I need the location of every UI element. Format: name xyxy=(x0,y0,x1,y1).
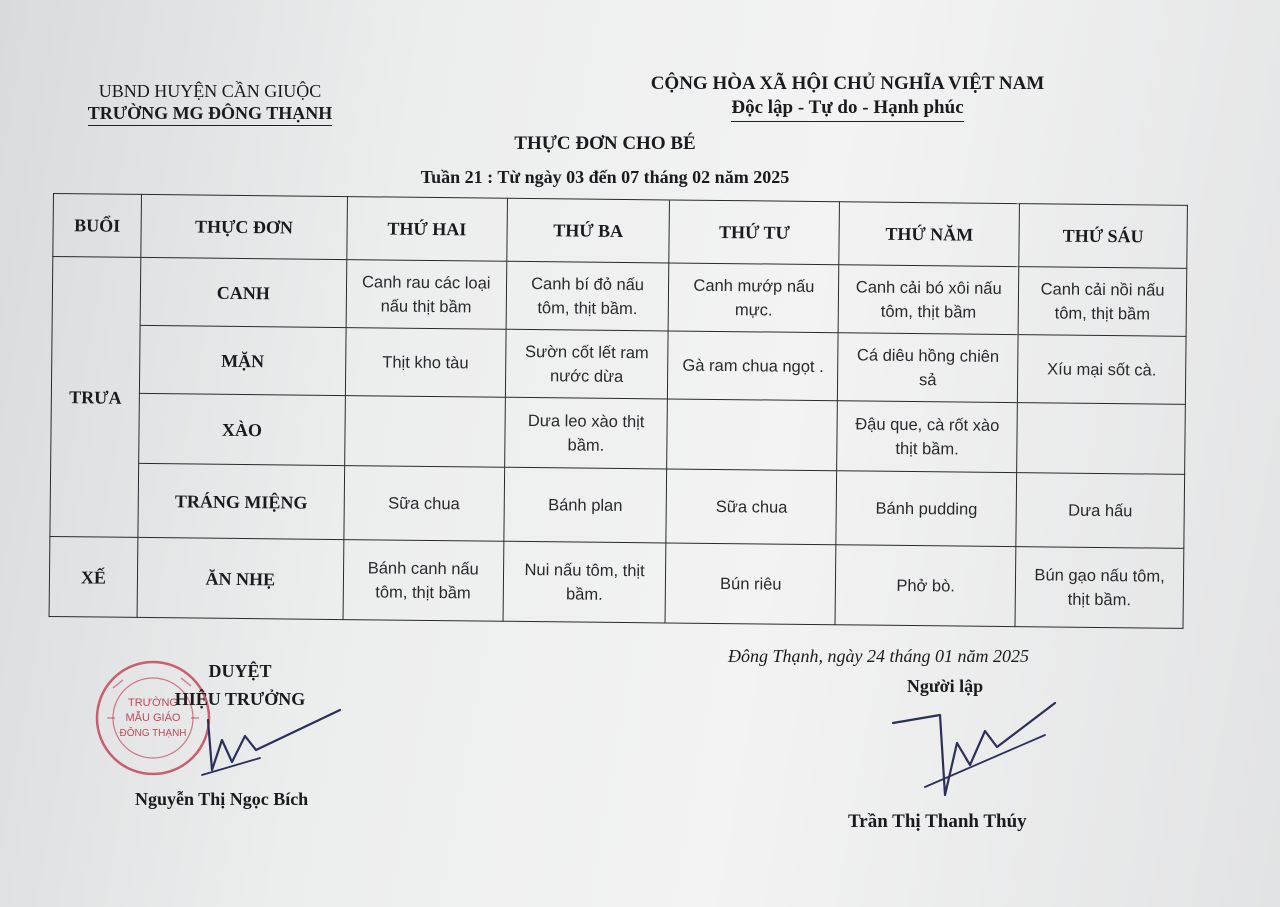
table-row xyxy=(49,536,1184,628)
week-range: Tuần 21 : Từ ngày 03 đến 07 tháng 02 năm 2025 xyxy=(420,167,790,187)
session-lunch: TRƯA xyxy=(50,257,141,538)
menu-cell: Canh rau các loại nấu thịt bầm xyxy=(346,260,507,330)
menu-cell: Xíu mại sốt cà. xyxy=(1017,335,1186,405)
country-name: CỘNG HÒA XÃ HỘI CHỦ NGHĨA VIỆT NAM xyxy=(650,73,1045,94)
menu-cell: Bún gạo nấu tôm, thịt bầm. xyxy=(1015,547,1184,629)
menu-cell xyxy=(344,396,505,468)
table-row xyxy=(51,324,1186,404)
header-session: BUỔI xyxy=(53,194,142,258)
session-afternoon: XẾ xyxy=(49,536,138,617)
dish-type-snack: ĂN NHẸ xyxy=(137,537,344,619)
school-header xyxy=(60,80,360,126)
dish-type-dessert: TRÁNG MIỆNG xyxy=(138,463,345,539)
dish-type-savory: MẶN xyxy=(139,325,346,395)
district-name: UBND HUYỆN CẦN GIUỘC xyxy=(98,81,322,101)
menu-cell: Đậu que, cà rốt xào thịt bầm. xyxy=(837,401,1018,473)
principal-signature-icon xyxy=(190,700,350,790)
header-friday: THỨ SÁU xyxy=(1019,204,1188,269)
menu-cell: Bún riêu xyxy=(666,543,837,625)
menu-cell: Bánh pudding xyxy=(836,471,1017,547)
header-thursday: THỨ NĂM xyxy=(839,202,1019,267)
menu-cell: Sữa chua xyxy=(666,469,837,545)
menu-cell: Sữa chua xyxy=(344,466,505,542)
svg-text:TRƯỜNG: TRƯỜNG xyxy=(128,697,178,709)
school-name: TRƯỜNG MG ĐÔNG THẠNH xyxy=(60,102,360,126)
header-monday: THỨ HAI xyxy=(347,197,507,262)
table-row xyxy=(51,392,1186,474)
document-title: THỰC ĐƠN CHO BÉ xyxy=(514,133,696,154)
menu-cell: Canh bí đỏ nấu tôm, thịt bầm. xyxy=(506,261,670,331)
menu-cell: Canh cải nồi nấu tôm, thịt bầm xyxy=(1018,267,1187,337)
menu-cell: Canh cải bó xôi nấu tôm, thịt bầm xyxy=(838,265,1019,335)
menu-cell: Bánh canh nấu tôm, thịt bầm xyxy=(343,540,504,622)
menu-cell: Thịt kho tàu xyxy=(345,328,506,398)
menu-cell: Phở bò. xyxy=(835,545,1016,627)
approve-label: DUYỆT xyxy=(208,661,272,681)
maker-name: Trần Thị Thanh Thúy xyxy=(848,811,1027,832)
header-tuesday: THỨ BA xyxy=(506,198,669,263)
principal-title: HIỆU TRƯỞNG xyxy=(174,689,306,709)
menu-cell xyxy=(667,399,838,471)
header-wednesday: THỨ TƯ xyxy=(669,200,839,265)
menu-cell: Cá diêu hồng chiên sả xyxy=(838,333,1019,403)
menu-table xyxy=(49,193,1188,629)
maker-signature-icon xyxy=(885,695,1065,805)
menu-cell: Gà ram chua ngọt . xyxy=(668,331,839,401)
maker-label: Người lập xyxy=(906,676,984,696)
table-row xyxy=(52,257,1187,337)
svg-text:ĐÔNG THẠNH: ĐÔNG THẠNH xyxy=(119,728,187,739)
menu-cell: Sườn cốt lết ram nước dừa xyxy=(505,329,669,399)
menu-cell: Dưa leo xào thịt bầm. xyxy=(504,397,668,469)
table-header-row xyxy=(53,194,1188,269)
menu-cell: Bánh plan xyxy=(504,467,668,543)
dish-type-stirfry: XÀO xyxy=(139,393,346,465)
header-menu: THỰC ĐƠN xyxy=(141,194,347,259)
svg-text:MẪU GIÁO: MẪU GIÁO xyxy=(125,712,181,724)
national-motto xyxy=(620,72,1075,122)
motto: Độc lập - Tự do - Hạnh phúc xyxy=(620,96,1075,122)
menu-cell xyxy=(1017,403,1186,475)
table-row xyxy=(50,462,1185,548)
menu-cell: Dưa hấu xyxy=(1016,473,1185,549)
dish-type-soup: CANH xyxy=(140,257,347,327)
menu-cell: Canh mướp nấu mực. xyxy=(669,263,840,333)
menu-cell: Nui nấu tôm, thịt bầm. xyxy=(503,541,667,623)
sign-date: Đông Thạnh, ngày 24 tháng 01 năm 2025 xyxy=(728,646,1029,666)
principal-name: Nguyễn Thị Ngọc Bích xyxy=(135,789,309,809)
